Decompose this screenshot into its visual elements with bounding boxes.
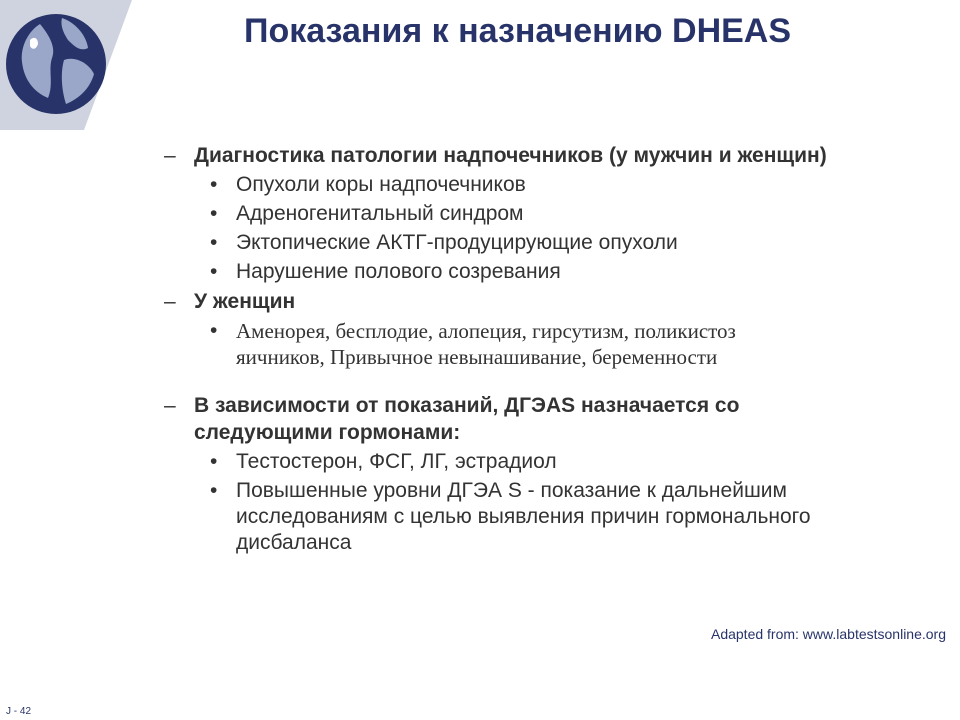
list-item-text: Нарушение полового созревания xyxy=(236,260,561,283)
list-item xyxy=(160,318,796,370)
bullet-marker: • xyxy=(210,173,218,196)
dash-marker: – xyxy=(164,394,176,417)
page-number: J - 42 xyxy=(6,706,32,717)
list-item xyxy=(160,478,840,556)
list-item-text: Эктопические АКТГ-продуцирующие опухоли xyxy=(236,231,678,254)
dash-marker: – xyxy=(164,290,176,313)
section-heading xyxy=(160,142,840,169)
bullet-marker: • xyxy=(210,450,218,473)
list-item-text: Тестостерон, ФСГ, ЛГ, эстрадиол xyxy=(236,450,557,473)
list-item-text: Опухоли коры надпочечников xyxy=(236,173,526,196)
list-item xyxy=(160,230,840,256)
dash-marker: – xyxy=(164,144,176,167)
source-credit: Adapted from: www.labtestsonline.org xyxy=(710,626,946,642)
list-item xyxy=(160,259,840,285)
bullet-marker: • xyxy=(210,479,218,502)
spacer xyxy=(160,370,840,392)
list-item-text: Адреногенитальный синдром xyxy=(236,202,524,225)
bullet-marker: • xyxy=(210,202,218,225)
section-heading-text: У женщин xyxy=(194,290,296,313)
list-item-text: Аменорея, бесплодие, алопеция, гирсутизм, поликистоз яичников, Привычное невынашивание, беременности xyxy=(236,319,736,369)
list-item xyxy=(160,201,840,227)
list-item xyxy=(160,449,840,475)
slide-body xyxy=(160,142,840,556)
list-item xyxy=(160,172,840,198)
section-heading xyxy=(160,392,840,446)
section-heading xyxy=(160,288,840,315)
logo xyxy=(0,0,132,130)
section-heading-text: Диагностика патологии надпочечников (у мужчин и женщин) xyxy=(194,144,827,167)
bullet-marker: • xyxy=(210,260,218,283)
bullet-marker: • xyxy=(210,231,218,254)
bullet-marker: • xyxy=(210,319,218,342)
section-heading-text: В зависимости от показаний, ДГЭАS назначается со следующими гормонами: xyxy=(194,394,740,444)
list-item-text: Повышенные уровни ДГЭА S - показание к дальнейшим исследованиям с целью выявления причин гормонального дисбаланса xyxy=(236,479,811,554)
globe-icon xyxy=(0,0,132,130)
slide-title: Показания к назначению DHEAS xyxy=(244,12,792,50)
